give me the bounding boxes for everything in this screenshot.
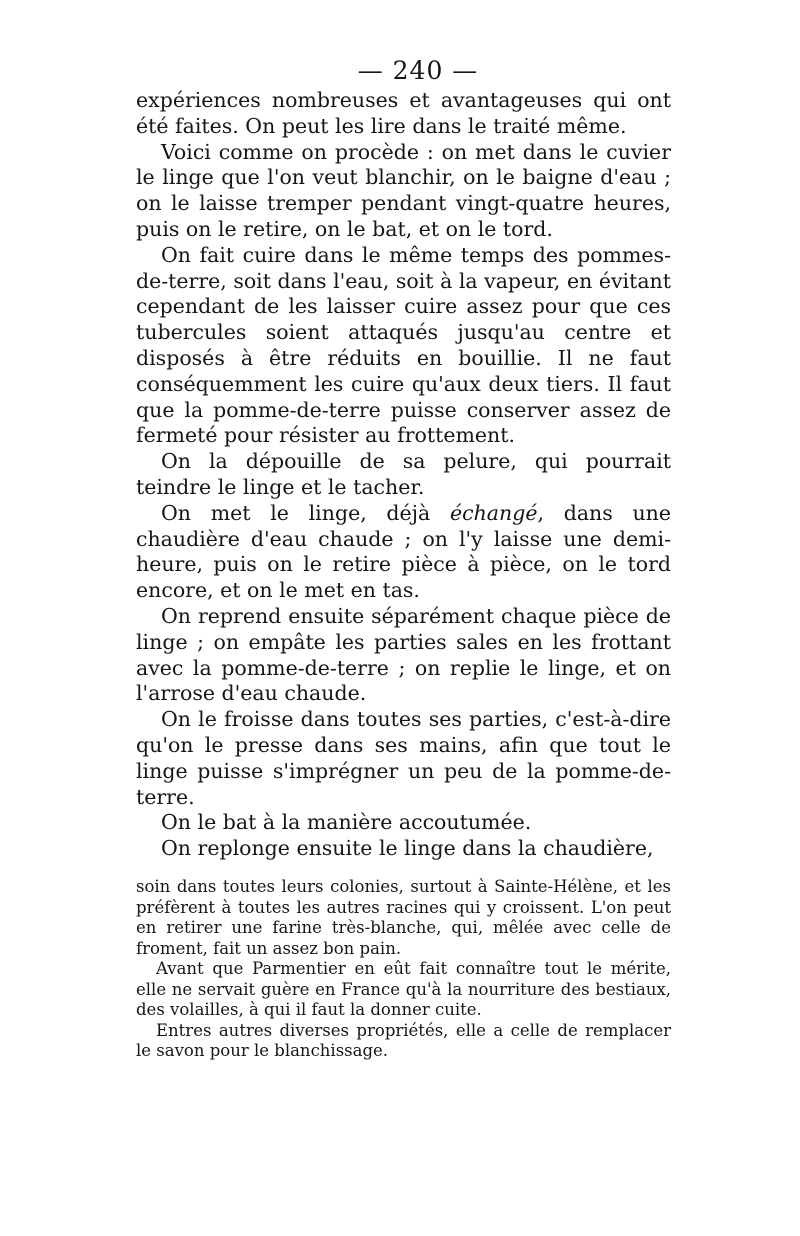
- paragraph-beating: On le bat à la manière accoutumée.: [161, 810, 532, 835]
- paragraph-boiling-part: , dans une chaudière d'eau chaude ; on l'y laisse une demi-heure, puis on le retire pièce à pièce, on le tord encore, et on le met en tas.: [136, 500, 672, 603]
- main-text: [136, 88, 671, 862]
- page-number: — 240 —: [357, 56, 479, 85]
- paragraph-cooking: On fait cuire dans le même temps des pommes-de-terre, soit dans l'eau, soit à la vapeur, en évitant cependant de les laisser cuire assez pour que ces tubercules soient attaqués jusqu'au centre et disposés à être réduits en bouillie. Il ne faut conséquemment les cuire qu'aux deux tiers. Il faut que la pomme-de-terre puisse conserver assez de fermeté pour résister au frottement.: [136, 242, 671, 448]
- footnote-paragraph: Entres autres diverses propriétés, elle a celle de remplacer le savon pour le blanchissage.: [136, 1020, 671, 1060]
- paragraph-crumpling: On le froisse dans toutes ses parties, c'est-à-dire qu'on le presse dans ses mains, afin que tout le linge puisse s'imprégner un peu de la pomme-de-terre.: [136, 707, 671, 809]
- paragraph-continuation: expériences nombreuses et avantageuses qui ont été faites. On peut les lire dans le traité même.: [136, 88, 671, 138]
- paragraph-peeling: On la dépouille de sa pelure, qui pourrait teindre le linge et le tacher.: [136, 449, 671, 499]
- paragraph-rubbing: On reprend ensuite séparément chaque pièce de linge ; on empâte les parties sales en les frottant avec la pomme-de-terre ; on replie le linge, et on l'arrose d'eau chaude.: [136, 603, 671, 706]
- italic-word: échangé: [449, 500, 538, 525]
- paragraph-procedure: Voici comme on procède : on met dans le cuvier le linge que l'on veut blanchir, on le baigne d'eau ; on le laisse tremper pendant vingt-quatre heures, puis on le retire, on le bat, et on le tord.: [136, 139, 671, 241]
- footnote-paragraph: soin dans toutes leurs colonies, surtout à Sainte-Hélène, et les préfèrent à toutes les autres racines qui y croissent. L'on peut en retirer une farine très-blanche, qui, mêlée avec celle de froment, fait un assez bon pain.: [136, 877, 671, 958]
- footnote-paragraph: Avant que Parmentier en eût fait connaître tout le mérite, elle ne servait guère en France qu'à la nourriture des bestiaux, des volailles, à qui il faut la donner cuite.: [136, 959, 671, 1019]
- footnote: [136, 877, 671, 1062]
- paragraph-replunging: On replonge ensuite le linge dans la chaudière,: [161, 836, 654, 861]
- paragraph-boiling: [136, 501, 671, 604]
- paragraph-boiling-part: On met le linge, déjà: [161, 500, 450, 525]
